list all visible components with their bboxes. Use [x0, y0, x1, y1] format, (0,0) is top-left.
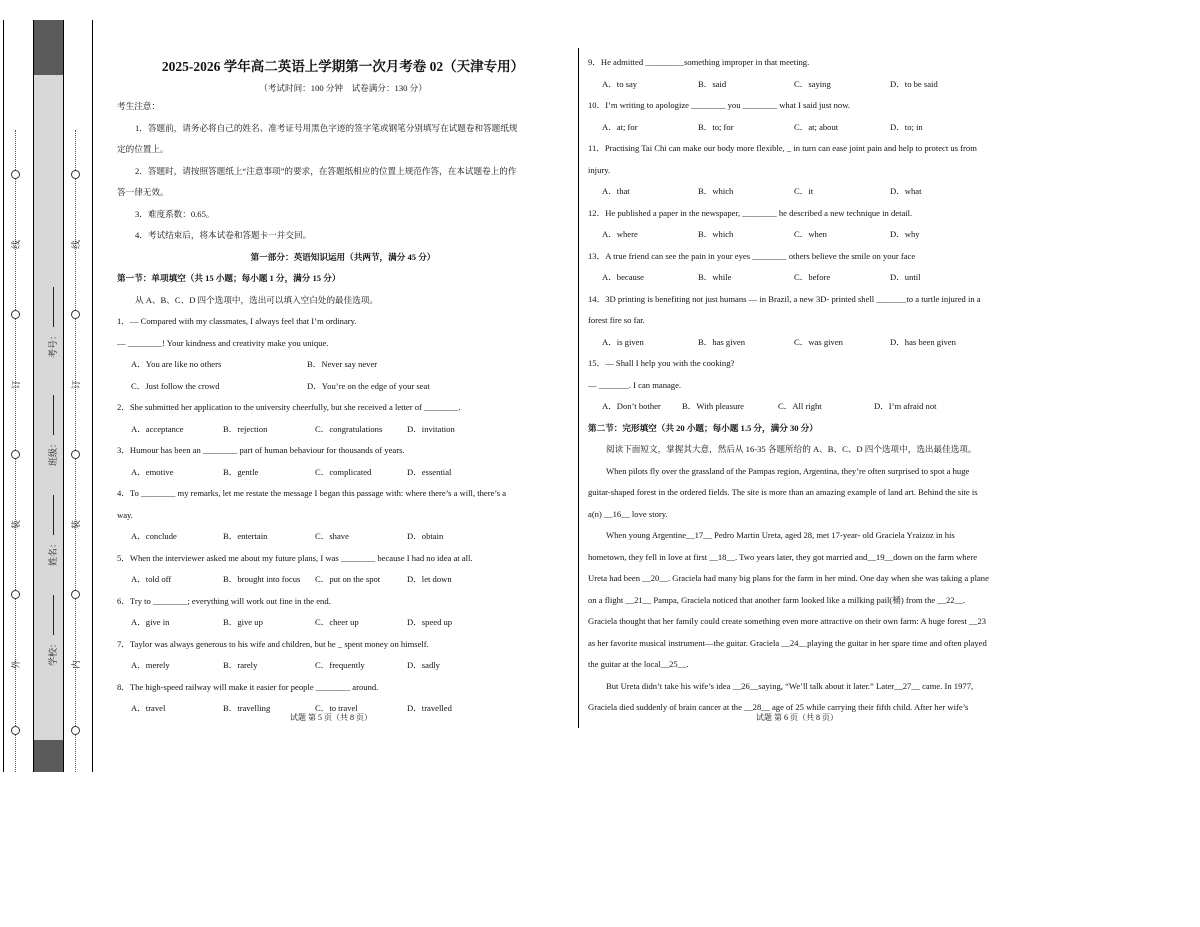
- option-c[interactable]: C．it: [794, 186, 814, 196]
- binding-circle: [71, 170, 80, 179]
- right-page-footer: 试题 第 6 页（共 8 页）: [756, 713, 838, 722]
- question-15-options: [588, 396, 1040, 418]
- inner-label-line: 线: [72, 239, 83, 250]
- outer-label-line: 线: [12, 239, 23, 250]
- school-field[interactable]: [46, 595, 59, 666]
- question-12-options: [588, 224, 1040, 246]
- question-10: 10．I’m writing to apologize ________ you ________ what I said just now.: [588, 100, 850, 110]
- binding-dark-block-bottom: [33, 740, 64, 772]
- option-c[interactable]: C．congratulations: [315, 423, 383, 434]
- option-c[interactable]: C．All right: [778, 401, 822, 411]
- inner-label-zhuang: 装: [72, 519, 83, 530]
- question-1-reply: — ________! Your kindness and creativity make you unique.: [117, 337, 329, 348]
- option-a[interactable]: A．emotive: [131, 466, 174, 477]
- question-6: 6．Try to ________; everything will work out fine in the end.: [117, 595, 331, 606]
- question-15-reply: — _______. I can manage.: [588, 379, 682, 390]
- question-2: 2．She submitted her application to the university cheerfully, but she received a letter of ________.: [117, 402, 461, 412]
- notice-item: 2．答题时，请按照答题纸上“注意事项”的要求，在答题纸相应的位置上规范作答，在本试题卷上的作: [135, 165, 517, 176]
- right-page: [588, 52, 1040, 719]
- question-4-continued: way.: [117, 509, 133, 520]
- passage-line: guitar-shaped forest in the ordered fields. The site is more than an amazing example of land art. Behind the site is: [588, 487, 978, 497]
- binding-border-left: [3, 20, 4, 772]
- option-d[interactable]: D．You’re on the edge of your seat: [307, 380, 430, 391]
- option-c[interactable]: C．Just follow the crowd: [131, 380, 220, 391]
- question-1-options-row2: [117, 376, 569, 398]
- binding-circle: [71, 590, 80, 599]
- question-11: 11．Practising Tai Chi can make our body more flexible, _ in turn can ease joint pain and help to protect us from: [588, 143, 977, 153]
- option-b[interactable]: B．which: [698, 229, 734, 239]
- question-8: 8．The high-speed railway will make it easier for people ________ around.: [117, 681, 379, 692]
- option-a[interactable]: A．conclude: [131, 531, 177, 541]
- name-field[interactable]: [46, 495, 59, 566]
- option-c[interactable]: C．put on the spot: [315, 574, 381, 584]
- part-one-heading: 第一部分：英语知识运用（共两节，满分 45 分）: [250, 251, 436, 262]
- option-d[interactable]: D．has been given: [890, 336, 956, 347]
- exam-title: 2025-2026 学年高二英语上学期第一次月考卷 02（天津专用）: [161, 59, 525, 74]
- option-b[interactable]: B．entertain: [223, 531, 268, 541]
- option-b[interactable]: B．Never say never: [307, 359, 378, 369]
- option-d[interactable]: D．until: [890, 272, 921, 282]
- passage-line: When young Argentine__17__ Pedro Martin Ureta, aged 28, met 17-year- old Graciela Yraizoz in his: [606, 530, 955, 540]
- binding-border-right: [92, 20, 93, 772]
- binding-circle: [11, 170, 20, 179]
- option-b[interactable]: B．rejection: [223, 423, 268, 434]
- question-13-options: [588, 267, 1040, 289]
- notice-item: 4．考试结束后，将本试卷和答题卡一并交回。: [135, 230, 312, 240]
- option-a[interactable]: A．where: [602, 229, 638, 239]
- section-one-heading: 第一节：单项填空（共 15 小题；每小题 1 分，满分 15 分）: [117, 273, 341, 283]
- question-3: 3．Humour has been an ________ part of human behaviour for thousands of years.: [117, 445, 405, 455]
- question-3-options: [117, 462, 569, 484]
- question-7-options: [117, 655, 569, 677]
- option-a[interactable]: A．that: [602, 186, 630, 196]
- passage-line: Graciela died suddenly of brain cancer at the __28__ age of 25 while carrying their fifth child. After her wife’s: [588, 702, 969, 712]
- option-c[interactable]: C．saying: [794, 78, 831, 89]
- option-d[interactable]: D．let down: [407, 574, 452, 584]
- section-one-instructions: 从 A、B、C、D 四个选项中，选出可以填入空白处的最佳选项。: [135, 294, 379, 305]
- option-d[interactable]: D．sadly: [407, 660, 440, 670]
- outer-label-ding: 订: [12, 379, 23, 390]
- option-a[interactable]: A．You are like no others: [131, 359, 222, 369]
- section-two-instructions: 阅读下面短文，掌握其大意，然后从 16-35 各题所给的 A、B、C、D 四个选项中，选出最佳选项。: [606, 444, 977, 454]
- question-9-options: [588, 74, 1040, 96]
- option-a[interactable]: A．to say: [602, 78, 638, 89]
- binding-circle: [71, 726, 80, 735]
- notice-item: 定的位置上。: [117, 144, 169, 154]
- question-7: 7．Taylor was always generous to his wife and children, but he _ spent money on himself.: [117, 638, 429, 649]
- option-c[interactable]: C．before: [794, 272, 831, 282]
- exam-number-field[interactable]: [46, 287, 59, 358]
- exam-subtitle: （考试时间：100 分钟 试卷满分：130 分）: [259, 83, 427, 93]
- option-c[interactable]: C．complicated: [315, 466, 372, 477]
- option-b[interactable]: B．which: [698, 186, 734, 196]
- question-11-continued: injury.: [588, 164, 611, 175]
- option-b[interactable]: B．With pleasure: [682, 401, 744, 411]
- outer-label-wai: 外: [12, 659, 23, 670]
- option-b[interactable]: B．while: [698, 272, 732, 282]
- question-15: 15．— Shall I help you with the cooking?: [588, 358, 735, 368]
- binding-margin: [0, 20, 95, 772]
- option-b[interactable]: B．has given: [698, 336, 746, 347]
- question-1-options-row1: [117, 354, 569, 376]
- question-14: 14．3D printing is benefiting not just humans — in Brazil, a new 3D- printed shell _______to a turtle injured in a: [588, 293, 981, 304]
- passage-line: a(n) __16__ love story.: [588, 508, 668, 519]
- question-13: 13．A true friend can see the pain in your eyes ________ others believe the smile on your face: [588, 250, 916, 261]
- question-9: 9．He admitted _________something improper in that meeting.: [588, 57, 810, 67]
- binding-circle: [11, 310, 20, 319]
- left-page-footer: 试题 第 5 页（共 8 页）: [290, 713, 372, 722]
- school-field-label: 学校：: [49, 638, 60, 667]
- option-c[interactable]: C．shave: [315, 531, 349, 541]
- passage-line: Graciela thought that her family could create something even more attractive on their own farm: A huge forest __23: [588, 616, 987, 626]
- option-c[interactable]: C．when: [794, 229, 827, 239]
- option-b[interactable]: B．brought into focus: [223, 574, 301, 584]
- option-a[interactable]: A．Don’t bother: [602, 401, 661, 411]
- question-4: 4．To ________ my remarks, let me restate the message I began this passage with: where there’s a will, there’s a: [117, 488, 507, 498]
- option-a[interactable]: A．because: [602, 272, 644, 282]
- binding-circle: [11, 726, 20, 735]
- option-d[interactable]: D．why: [890, 229, 920, 239]
- option-b[interactable]: B．gentle: [223, 466, 259, 477]
- option-d[interactable]: D．to; in: [890, 121, 923, 132]
- option-a[interactable]: A．told off: [131, 574, 172, 584]
- option-c[interactable]: C．was given: [794, 336, 843, 347]
- question-10-options: [588, 117, 1040, 139]
- binding-circle: [11, 590, 20, 599]
- outer-label-zhuang: 装: [12, 519, 23, 530]
- passage-line: But Ureta didn’t take his wife’s idea __26__saying, “We’ll talk about it later.” Later__27__ came. In 1977,: [606, 680, 974, 691]
- binding-circle: [71, 450, 80, 459]
- option-a[interactable]: A．acceptance: [131, 423, 184, 434]
- passage-line: When pilots fly over the grassland of the Pampas region, Argentina, they’re often surprised to spot a huge: [606, 465, 970, 476]
- option-c[interactable]: C．frequently: [315, 660, 365, 670]
- question-2-options: [117, 419, 569, 441]
- question-5: 5．When the interviewer asked me about my future plans, I was ________ because I had no idea at all.: [117, 552, 473, 563]
- option-a[interactable]: A．merely: [131, 660, 170, 670]
- option-a[interactable]: A．travel: [131, 703, 166, 713]
- question-5-options: [117, 569, 569, 591]
- inner-label-nei: 内: [72, 659, 83, 670]
- option-b[interactable]: B．give up: [223, 617, 263, 627]
- exam-number-field-label: 考号：: [49, 330, 60, 359]
- class-field[interactable]: [46, 395, 59, 466]
- option-d[interactable]: D．invitation: [407, 423, 455, 434]
- section-two-heading: 第二节：完形填空（共 20 小题；每小题 1.5 分，满分 30 分）: [588, 422, 818, 433]
- class-field-label: 班级：: [49, 438, 60, 467]
- option-b[interactable]: B．rarely: [223, 660, 258, 670]
- passage-line: Ureta had been __20__. Graciela had many big plans for the farm in her mind. One day when she was taking a plane: [588, 573, 989, 583]
- notice-item: 3．难度系数：0.65。: [135, 208, 215, 219]
- option-c[interactable]: C．at; about: [794, 121, 839, 132]
- left-page: [117, 52, 569, 720]
- passage-line: the guitar at the local__25__.: [588, 659, 689, 669]
- option-a[interactable]: A．at; for: [602, 121, 638, 132]
- notice-item: 答一律无效。: [117, 187, 169, 197]
- question-4-options: [117, 526, 569, 548]
- option-d[interactable]: D．essential: [407, 466, 452, 477]
- binding-circle: [71, 310, 80, 319]
- passage-line: hometown, they fell in love at first __18__. Two years later, they got married and__19__down on the farm where: [588, 551, 978, 562]
- notice-heading: 考生注意：: [117, 101, 160, 111]
- option-a[interactable]: A．is given: [602, 336, 644, 347]
- question-6-options: [117, 612, 569, 634]
- option-d[interactable]: D．obtain: [407, 531, 444, 541]
- inner-label-ding: 订: [72, 379, 83, 390]
- binding-circle: [11, 450, 20, 459]
- question-14-options: [588, 332, 1040, 354]
- option-d[interactable]: D．travelled: [407, 703, 452, 713]
- option-d[interactable]: D．what: [890, 186, 922, 196]
- passage-line: on a flight __21__ Pampa, Graciela noticed that another farm looked like a milking pail(桶) from the __22__.: [588, 594, 966, 605]
- option-b[interactable]: B．travelling: [223, 703, 271, 713]
- option-a[interactable]: A．give in: [131, 617, 170, 627]
- option-c[interactable]: C．cheer up: [315, 617, 359, 627]
- page-divider: [578, 48, 579, 728]
- option-b[interactable]: B．said: [698, 78, 727, 89]
- question-12: 12．He published a paper in the newspaper, ________ he described a new technique in detail.: [588, 207, 913, 218]
- name-field-label: 姓名：: [49, 538, 60, 567]
- passage-line: as her favorite musical instrument—the guitar. Graciela __24__playing the guitar in her spare time and often played: [588, 637, 987, 648]
- option-d[interactable]: D．speed up: [407, 617, 453, 627]
- notice-item: 1．答题前，请务必将自己的姓名、准考证号用黑色字迹的签字笔或钢笔分别填写在试题卷和答题纸规: [135, 122, 518, 133]
- option-c[interactable]: C．to travel: [315, 703, 358, 713]
- question-1: 1．— Compared with my classmates, I always feel that I’m ordinary.: [117, 316, 357, 326]
- question-14-continued: forest fire so far.: [588, 315, 645, 325]
- option-b[interactable]: B．to; for: [698, 121, 734, 132]
- binding-dark-block-top: [33, 20, 64, 75]
- question-11-options: [588, 181, 1040, 203]
- option-d[interactable]: D．to be said: [890, 78, 938, 89]
- option-d[interactable]: D．I’m afraid not: [874, 401, 937, 411]
